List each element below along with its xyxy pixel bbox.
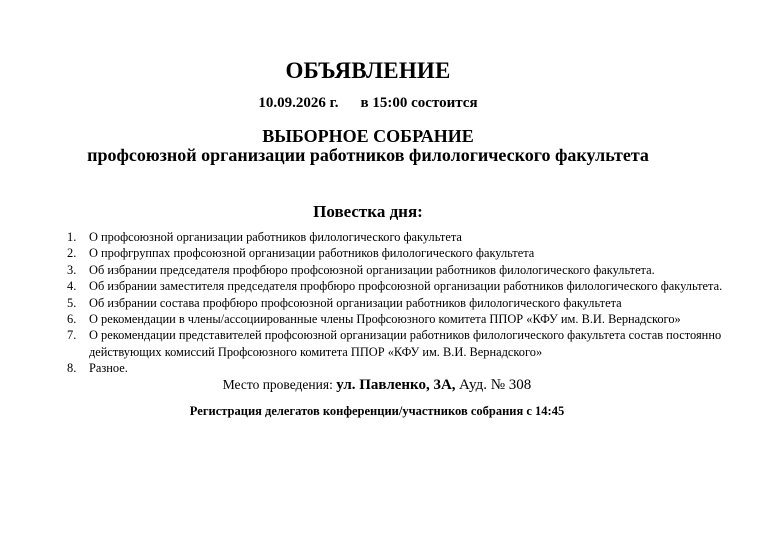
agenda-list bbox=[67, 229, 747, 377]
event-date: 10.09.2026 г. bbox=[258, 95, 339, 111]
agenda-item bbox=[67, 278, 747, 294]
registration-note: Регистрация делегатов конференции/участников собрания с 14:45 bbox=[189, 404, 565, 418]
agenda-item-number: 7. bbox=[67, 328, 77, 343]
date-time-line bbox=[0, 95, 736, 112]
agenda-item-number: 2. bbox=[67, 246, 77, 261]
venue-label: Место проведения: bbox=[222, 377, 333, 392]
announcement-title: ОБЪЯВЛЕНИЕ bbox=[285, 58, 451, 83]
agenda-item bbox=[67, 245, 747, 261]
agenda-item-number: 5. bbox=[67, 295, 77, 310]
agenda-item-text: Об избрании председателя профбюро профсоюзной организации работников филологического факультета. bbox=[89, 262, 655, 277]
agenda-item bbox=[67, 229, 747, 245]
venue-line bbox=[0, 377, 754, 394]
agenda-heading: Повестка дня: bbox=[313, 202, 423, 221]
agenda-item-text: Об избрании заместителя председателя профбюро профсоюзной организации работников филологического факультета. bbox=[89, 279, 723, 294]
agenda-item bbox=[67, 327, 747, 360]
agenda-item bbox=[67, 311, 747, 327]
venue-room: Ауд. № 308 bbox=[458, 377, 532, 393]
agenda-item-number: 6. bbox=[67, 312, 77, 327]
agenda-item bbox=[67, 295, 747, 311]
agenda-item-text: О рекомендации представителей профсоюзной организации работников филологического факультета состав постоянно действующих комиссий Профсоюзного комитета ППОР «КФУ им. В.И. Вернадского» bbox=[89, 328, 722, 359]
agenda-item-text: Об избрании состава профбюро профсоюзной организации работников филологического факультета bbox=[89, 295, 622, 310]
event-name: ВЫБОРНОЕ СОБРАНИЕ bbox=[262, 126, 474, 146]
organization-name: профсоюзной организации работников филологического факультета bbox=[87, 145, 649, 165]
venue-address: ул. Павленко, 3А, bbox=[336, 377, 456, 393]
agenda-item-number: 4. bbox=[67, 279, 77, 294]
agenda-item-number: 3. bbox=[67, 262, 77, 277]
agenda-item-number: 8. bbox=[67, 361, 77, 376]
agenda-item-text: О профсоюзной организации работников филологического факультета bbox=[89, 230, 462, 244]
agenda-item bbox=[67, 262, 747, 278]
agenda-item-number: 1. bbox=[67, 230, 77, 244]
agenda-item-text: О профгруппах профсоюзной организации работников филологического факультета bbox=[89, 246, 535, 261]
event-time: в 15:00 состоится bbox=[360, 95, 478, 111]
agenda-item bbox=[67, 360, 747, 376]
agenda-item-text: О рекомендации в члены/ассоциированные члены Профсоюзного комитета ППОР «КФУ им. В.И. Вернадского» bbox=[89, 312, 681, 327]
agenda-item-text: Разное. bbox=[89, 361, 128, 376]
